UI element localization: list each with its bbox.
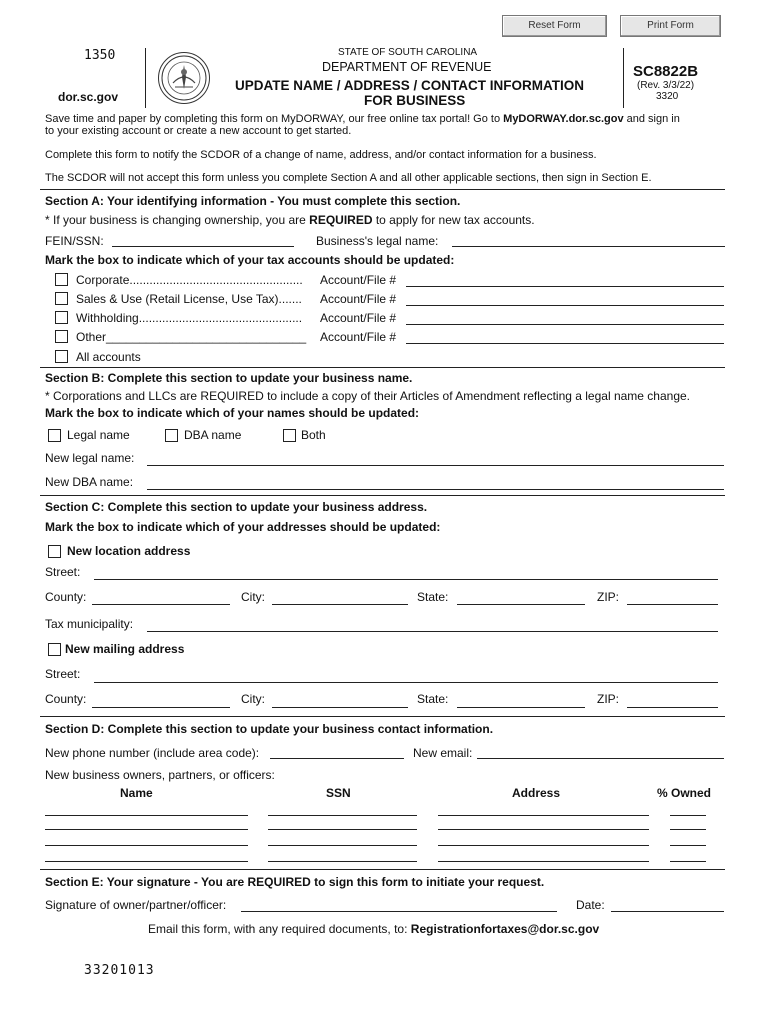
tax-municipality-label: Tax municipality: [45, 617, 134, 631]
mailing-zip-field[interactable] [627, 707, 718, 708]
rule-section-a [40, 189, 725, 190]
corporate-checkbox[interactable] [55, 273, 68, 286]
section-e-title: Section E: Your signature - You are REQUIRED to sign this form to initiate your request. [45, 875, 545, 889]
form-number: SC8822B [633, 63, 699, 80]
mydorway-link[interactable]: MyDORWAY.dor.sc.gov [503, 113, 624, 125]
accounts-instruction: Mark the box to indicate which of your tax accounts should be updated: [45, 253, 455, 267]
rule-section-c [40, 495, 725, 496]
withholding-account-field[interactable] [406, 324, 724, 325]
revision-date: (Rev. 3/3/22) [637, 80, 695, 91]
rule-section-e [40, 869, 725, 870]
withholding-label: Withholding................................................. [76, 311, 303, 325]
section-b-title: Section B: Complete this section to update your business name. [45, 371, 413, 385]
corporate-label: Corporate.................................................... [76, 273, 303, 287]
revision-code: 3320 [656, 91, 679, 102]
state-seal-logo [158, 52, 210, 104]
location-street-field[interactable] [94, 579, 718, 580]
owner-name-field[interactable] [45, 845, 248, 846]
names-instruction: Mark the box to indicate which of your names should be updated: [45, 406, 420, 420]
phone-label: New phone number (include area code): [45, 746, 260, 760]
new-legal-name-label: New legal name: [45, 451, 135, 465]
sales-use-account-field[interactable] [406, 305, 724, 306]
rule-section-d [40, 716, 725, 717]
owner-ssn-field[interactable] [268, 845, 417, 846]
location-county-field[interactable] [92, 604, 230, 605]
sales-use-account-label: Account/File # [320, 292, 397, 306]
owner-address-field[interactable] [438, 829, 649, 830]
owner-name-field[interactable] [45, 829, 248, 830]
legal-name-option: Legal name [67, 428, 130, 442]
location-state-label: State: [417, 590, 449, 604]
dba-name-option: DBA name [184, 428, 242, 442]
header-divider-right [623, 48, 624, 108]
both-option: Both [301, 428, 326, 442]
department-name: DEPARTMENT OF REVENUE [322, 60, 492, 74]
intro-line1: Save time and paper by completing this form on MyDORWAY, our free online tax portal! Go to MyDORWAY.dor.sc.gov and sign in [45, 113, 680, 125]
header-divider-left [145, 48, 146, 108]
location-zip-label: ZIP: [597, 590, 620, 604]
owner-ssn-field[interactable] [268, 861, 417, 862]
location-zip-field[interactable] [627, 604, 718, 605]
email-instructions: Email this form, with any required documents, to: Registrationfortaxes@dor.sc.gov [148, 922, 600, 936]
mailing-city-label: City: [241, 692, 265, 706]
location-county-label: County: [45, 590, 87, 604]
barcode-number: 33201013 [84, 963, 155, 978]
section-c-title: Section C: Complete this section to update your business address. [45, 500, 428, 514]
mailing-address-label: New mailing address [65, 642, 185, 656]
other-label: Other______________________________ [76, 330, 307, 344]
withholding-account-label: Account/File # [320, 311, 397, 325]
mailing-street-field[interactable] [94, 682, 718, 683]
sales-use-label: Sales & Use (Retail License, Use Tax)....... [76, 292, 302, 306]
other-account-field[interactable] [406, 343, 724, 344]
location-state-field[interactable] [457, 604, 585, 605]
owner-address-field[interactable] [438, 815, 649, 816]
owner-address-field[interactable] [438, 845, 649, 846]
website: dor.sc.gov [58, 90, 119, 104]
addresses-instruction: Mark the box to indicate which of your addresses should be updated: [45, 520, 441, 534]
intro-para2: Complete this form to notify the SCDOR of a change of name, address, and/or contact information for a business. [45, 149, 597, 161]
mailing-state-label: State: [417, 692, 449, 706]
new-legal-name-field[interactable] [147, 465, 724, 466]
state-name: STATE OF SOUTH CAROLINA [338, 47, 478, 58]
fein-ssn-label: FEIN/SSN: [45, 234, 104, 248]
rule-section-b [40, 367, 725, 368]
new-dba-name-label: New DBA name: [45, 475, 134, 489]
mailing-street-label: Street: [45, 667, 81, 681]
location-city-field[interactable] [272, 604, 408, 605]
sales-use-checkbox[interactable] [55, 292, 68, 305]
location-street-label: Street: [45, 565, 81, 579]
column-name: Name [120, 786, 153, 800]
mailing-city-field[interactable] [272, 707, 408, 708]
mailing-county-label: County: [45, 692, 87, 706]
other-checkbox[interactable] [55, 330, 68, 343]
date-label: Date: [576, 898, 605, 912]
owner-percent-field[interactable] [670, 815, 706, 816]
mailing-county-field[interactable] [92, 707, 230, 708]
signature-label: Signature of owner/partner/officer: [45, 898, 227, 912]
intro-line2: to your existing account or create a new account to get started. [45, 125, 352, 137]
owner-ssn-field[interactable] [268, 829, 417, 830]
legal-name-label: Business's legal name: [316, 234, 439, 248]
tax-municipality-field[interactable] [147, 631, 718, 632]
column-percent-owned: % Owned [657, 786, 712, 800]
column-ssn: SSN [326, 786, 351, 800]
location-address-checkbox[interactable] [48, 545, 61, 558]
legal-name-checkbox[interactable] [48, 429, 61, 442]
section-d-title: Section D: Complete this section to update your business contact information. [45, 722, 494, 736]
owner-percent-field[interactable] [670, 861, 706, 862]
corporate-account-label: Account/File # [320, 273, 397, 287]
owner-name-field[interactable] [45, 815, 248, 816]
location-address-label: New location address [67, 544, 191, 558]
owner-percent-field[interactable] [670, 829, 706, 830]
mailing-zip-label: ZIP: [597, 692, 620, 706]
owner-percent-field[interactable] [670, 845, 706, 846]
reset-form-button[interactable]: Reset Form [502, 15, 607, 37]
column-address: Address [512, 786, 561, 800]
date-field[interactable] [611, 911, 724, 912]
submission-email[interactable]: Registrationfortaxes@dor.sc.gov [410, 922, 600, 936]
all-accounts-label: All accounts [76, 350, 141, 364]
business-legal-name-field[interactable] [452, 246, 725, 247]
form-title-line1: UPDATE NAME / ADDRESS / CONTACT INFORMATION [235, 78, 584, 93]
intro-para3: The SCDOR will not accept this form unless you complete Section A and all other applicable sections, then sign in Section E. [45, 172, 652, 184]
other-account-label: Account/File # [320, 330, 397, 344]
mailing-address-checkbox[interactable] [48, 643, 61, 656]
new-dba-name-field[interactable] [147, 489, 724, 490]
section-b-note: * Corporations and LLCs are REQUIRED to include a copy of their Articles of Amendment reflecting a legal name change. [45, 389, 691, 403]
both-checkbox[interactable] [283, 429, 296, 442]
corporate-account-field[interactable] [406, 286, 724, 287]
form-title-line2: FOR BUSINESS [364, 93, 466, 108]
section-a-note: * If your business is changing ownership, you are REQUIRED to apply for new tax accounts. [45, 213, 535, 227]
section-a-title: Section A: Your identifying information - You must complete this section. [45, 194, 461, 208]
phone-field[interactable] [270, 758, 404, 759]
signature-field[interactable] [241, 911, 557, 912]
print-form-button[interactable]: Print Form [620, 15, 721, 37]
owner-address-field[interactable] [438, 861, 649, 862]
form-code: 1350 [84, 48, 116, 63]
all-accounts-checkbox[interactable] [55, 350, 68, 363]
email-field[interactable] [477, 758, 724, 759]
dba-name-checkbox[interactable] [165, 429, 178, 442]
location-city-label: City: [241, 590, 265, 604]
mailing-state-field[interactable] [457, 707, 585, 708]
owner-ssn-field[interactable] [268, 815, 417, 816]
email-label: New email: [413, 746, 473, 760]
owners-label: New business owners, partners, or officers: [45, 768, 275, 782]
owner-name-field[interactable] [45, 861, 248, 862]
fein-ssn-field[interactable] [112, 246, 294, 247]
withholding-checkbox[interactable] [55, 311, 68, 324]
